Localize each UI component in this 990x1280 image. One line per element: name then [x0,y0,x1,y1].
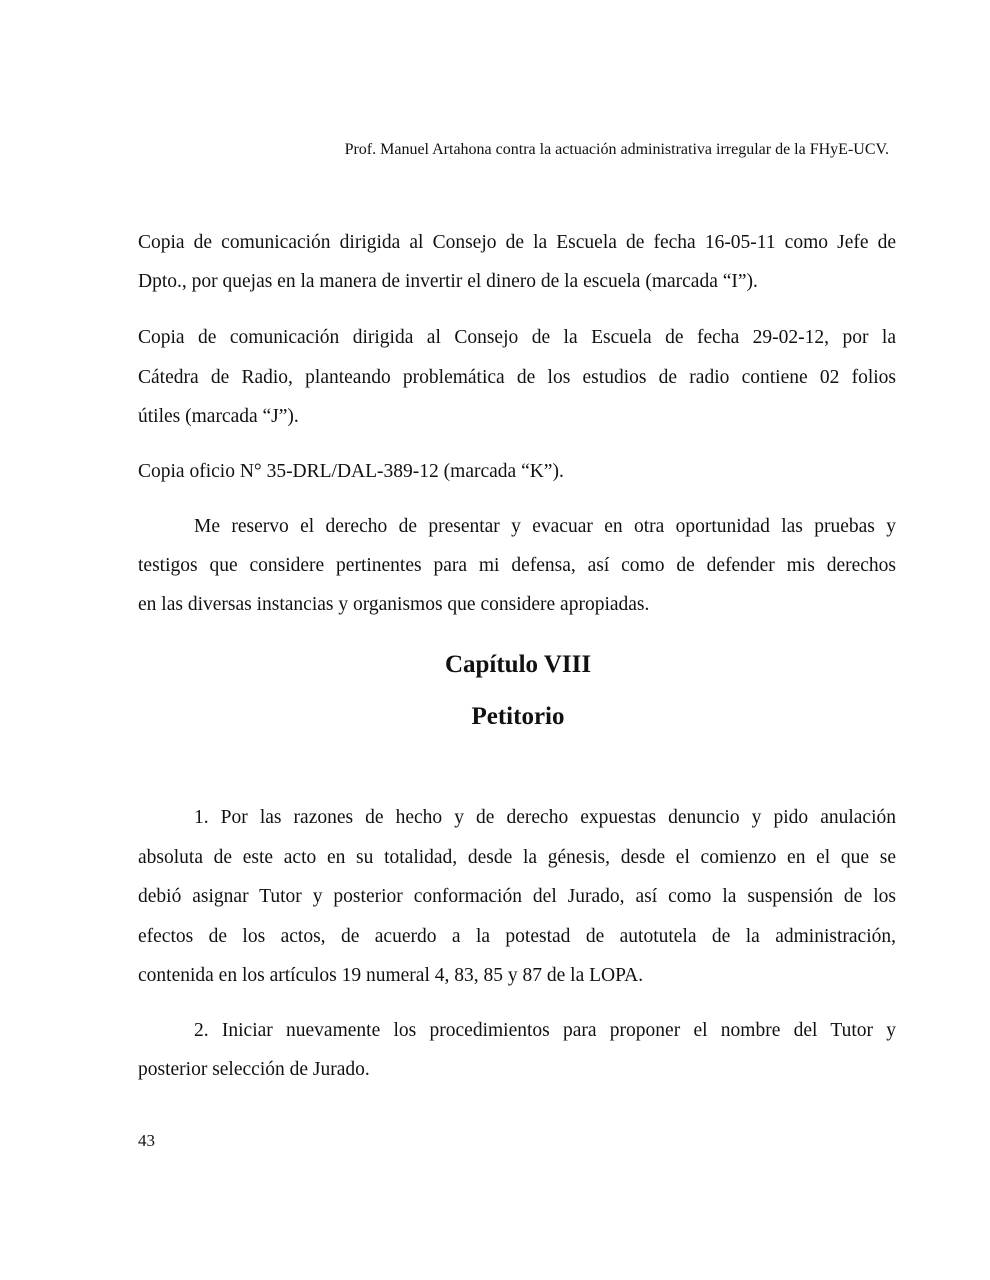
text-line: útiles (marcada “J”). [138,406,299,427]
text-line: debió asignar Tutor y posterior conformación del Jurado, así como la suspensión de los [138,886,896,907]
chapter-subtitle: Petitorio [471,703,565,730]
text-line: Copia de comunicación dirigida al Consejo de la Escuela de fecha 29-02-12, por la [138,327,896,348]
text-line: Me reservo el derecho de presentar y evacuar en otra oportunidad las pruebas y [194,516,896,537]
text-line: 1. Por las razones de hecho y de derecho expuestas denuncio y pido anulación [194,807,896,828]
text-line: Copia oficio N° 35-DRL/DAL-389-12 (marcada “K”). [138,461,564,482]
chapter-title: Capítulo VIII [444,651,592,678]
text-line: posterior selección de Jurado. [138,1059,370,1080]
text-line: efectos de los actos, de acuerdo a la potestad de autotutela de la administración, [138,926,896,947]
text-line: Cátedra de Radio, planteando problemática de los estudios de radio contiene 02 folios [138,367,896,388]
text-line: en las diversas instancias y organismos que considere apropiadas. [138,594,650,615]
page-number: 43 [138,1131,155,1150]
running-header: Prof. Manuel Artahona contra la actuación administrativa irregular de la FHyE-UCV. [344,141,889,158]
text-line: Copia de comunicación dirigida al Consejo de la Escuela de fecha 16-05-11 como Jefe de [138,232,896,253]
text-line: 2. Iniciar nuevamente los procedimientos para proponer el nombre del Tutor y [194,1020,896,1041]
text-line: Dpto., por quejas en la manera de invertir el dinero de la escuela (marcada “I”). [138,271,758,292]
text-line: absoluta de este acto en su totalidad, desde la génesis, desde el comienzo en el que se [138,847,896,868]
text-line: contenida en los artículos 19 numeral 4, 83, 85 y 87 de la LOPA. [138,965,644,986]
text-line: testigos que considere pertinentes para mi defensa, así como de defender mis derechos [138,555,896,576]
